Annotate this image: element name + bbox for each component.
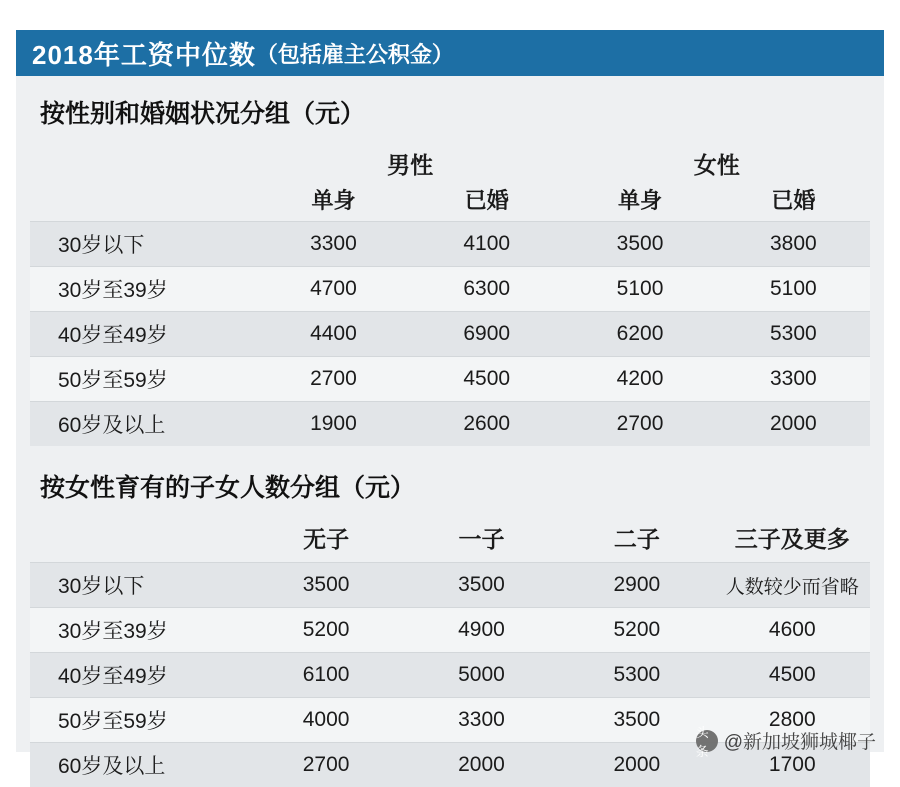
- section-title-gender: 按性别和婚姻状况分组（元）: [40, 94, 870, 130]
- row-label: 60岁及以上: [30, 743, 248, 787]
- cell-value: 3800: [717, 222, 870, 267]
- cell-value: 2800: [715, 698, 870, 743]
- watermark-text: @新加坡狮城椰子: [724, 727, 876, 754]
- header-one-child: 一子: [404, 514, 559, 563]
- cell-value: 3500: [563, 222, 716, 267]
- table-row: [30, 267, 870, 312]
- header-group-male: 男性: [257, 140, 564, 182]
- cell-note: 人数较少而省略: [715, 563, 870, 608]
- header-two-children: 二子: [559, 514, 714, 563]
- header-three-or-more: 三子及更多: [715, 514, 870, 563]
- cell-value: 1900: [257, 402, 410, 447]
- table-row: [30, 402, 870, 447]
- cell-value: 1700: [715, 743, 870, 787]
- row-label: 50岁至59岁: [30, 357, 257, 402]
- cell-value: 5100: [563, 267, 716, 312]
- page-subtitle: （包括雇主公积金）: [256, 38, 454, 69]
- cell-value: 6900: [410, 312, 563, 357]
- row-label: 50岁至59岁: [30, 698, 248, 743]
- cell-value: 2900: [559, 563, 714, 608]
- cell-value: 2700: [257, 357, 410, 402]
- cell-value: 3500: [559, 698, 714, 743]
- header-female-single: 单身: [563, 182, 716, 222]
- header-male-single: 单身: [257, 182, 410, 222]
- cell-value: 3500: [404, 563, 559, 608]
- cell-value: 6200: [563, 312, 716, 357]
- table-header-groups: [30, 140, 870, 182]
- header-male-married: 已婚: [410, 182, 563, 222]
- table-row: [30, 312, 870, 357]
- row-label: 60岁及以上: [30, 402, 257, 447]
- cell-value: 4100: [410, 222, 563, 267]
- table-row: [30, 563, 870, 608]
- cell-value: 5300: [559, 653, 714, 698]
- cell-value: 6100: [248, 653, 403, 698]
- table-row: [30, 357, 870, 402]
- header-female-married: 已婚: [717, 182, 870, 222]
- cell-value: 4500: [715, 653, 870, 698]
- table-row: [30, 653, 870, 698]
- cell-value: 3300: [257, 222, 410, 267]
- cell-value: 2000: [404, 743, 559, 787]
- row-label: 30岁至39岁: [30, 267, 257, 312]
- watermark: [696, 727, 876, 754]
- row-label: 30岁以下: [30, 563, 248, 608]
- section-title-children: 按女性育有的子女人数分组（元）: [40, 468, 870, 504]
- cell-value: 2000: [717, 402, 870, 447]
- cell-value: 2000: [559, 743, 714, 787]
- cell-value: 2600: [410, 402, 563, 447]
- cell-value: 2700: [563, 402, 716, 447]
- cell-value: 3300: [717, 357, 870, 402]
- toutiao-icon: 头条: [696, 730, 718, 752]
- header-blank-2: [30, 182, 257, 222]
- table-row: [30, 222, 870, 267]
- table-row: [30, 608, 870, 653]
- cell-value: 4200: [563, 357, 716, 402]
- cell-value: 3500: [248, 563, 403, 608]
- header-bar: [16, 30, 884, 76]
- content-panel: [16, 76, 884, 752]
- row-label: 40岁至49岁: [30, 653, 248, 698]
- cell-value: 3300: [404, 698, 559, 743]
- cell-value: 2700: [248, 743, 403, 787]
- cell-value: 6300: [410, 267, 563, 312]
- cell-value: 4000: [248, 698, 403, 743]
- cell-value: 5100: [717, 267, 870, 312]
- row-label: 30岁至39岁: [30, 608, 248, 653]
- row-label: 40岁至49岁: [30, 312, 257, 357]
- page-title: 2018年工资中位数: [32, 35, 256, 72]
- table-gender-marital: [30, 140, 870, 446]
- table-header-subs: [30, 182, 870, 222]
- row-label: 30岁以下: [30, 222, 257, 267]
- table-header-children: [30, 514, 870, 563]
- header-blank-3: [30, 514, 248, 563]
- cell-value: 4600: [715, 608, 870, 653]
- cell-value: 4500: [410, 357, 563, 402]
- header-group-female: 女性: [563, 140, 870, 182]
- cell-value: 4700: [257, 267, 410, 312]
- cell-value: 4400: [257, 312, 410, 357]
- cell-value: 5200: [248, 608, 403, 653]
- header-no-child: 无子: [248, 514, 403, 563]
- header-blank: [30, 140, 257, 182]
- cell-value: 4900: [404, 608, 559, 653]
- cell-value: 5300: [717, 312, 870, 357]
- cell-value: 5000: [404, 653, 559, 698]
- cell-value: 5200: [559, 608, 714, 653]
